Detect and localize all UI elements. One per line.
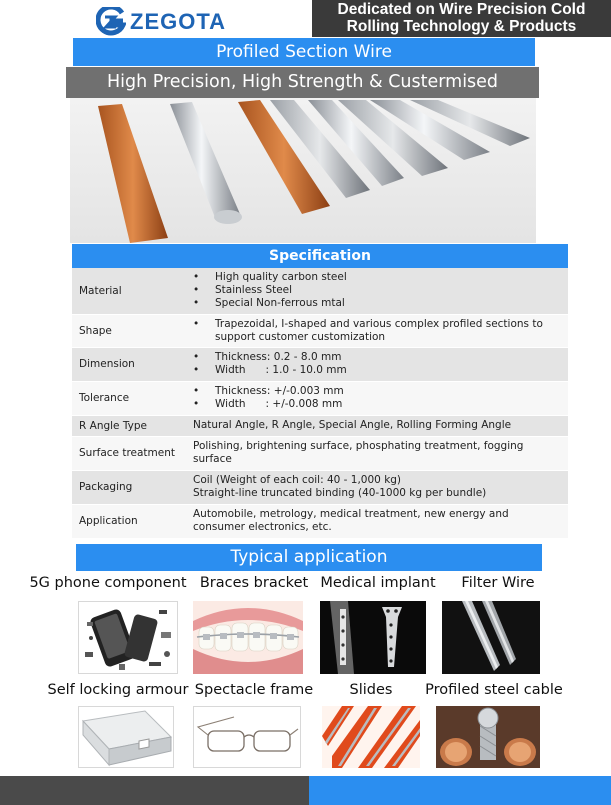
spec-dimension-item: • Thickness: 0.2 - 8.0 mm (193, 351, 562, 364)
profiled-wire-bars-illustration (70, 98, 536, 243)
image-medical-implant (320, 601, 426, 674)
spec-row-material (72, 268, 568, 314)
page-subtitle: High Precision, High Strength & Custermised (66, 67, 539, 98)
specification-table (72, 268, 568, 539)
image-profiled-steel-cable (436, 706, 540, 768)
spec-dimension-item: • Width : 1.0 - 10.0 mm (193, 364, 562, 377)
spec-row-surface (72, 436, 568, 470)
spec-r-angle-value: Natural Angle, R Angle, Special Angle, Rolling Forming Angle (184, 415, 568, 436)
spec-label: R Angle Type (72, 415, 184, 436)
spec-row-shape (72, 314, 568, 347)
spec-label: Tolerance (72, 381, 184, 415)
spec-row-application (72, 504, 568, 538)
spec-material-item: • Special Non-ferrous mtal (193, 297, 562, 310)
spec-row-r-angle (72, 415, 568, 436)
image-spectacle-frame (193, 706, 301, 768)
hero-image-profiled-wires (70, 98, 536, 243)
image-slides (322, 706, 420, 768)
tagline-banner (312, 0, 611, 37)
spec-packaging-line: Straight-line truncated binding (40-1000 kg per bundle) (193, 487, 487, 499)
spec-tolerance-item: • Thickness: +/-0.003 mm (193, 385, 562, 398)
typical-application-heading: Typical application (76, 544, 542, 571)
spec-material-item: • Stainless Steel (193, 284, 562, 297)
logo-text: ZEGOTA (130, 9, 227, 34)
spec-tolerance-item: • Width : +/-0.008 mm (193, 398, 562, 411)
footer-bar-dark (0, 776, 309, 805)
tagline-line-2: Rolling Technology & Products (346, 18, 577, 35)
caption-braces-bracket: Braces bracket (199, 575, 309, 591)
company-logo (96, 6, 226, 38)
page-title: Profiled Section Wire (73, 38, 535, 66)
spec-material-item: • High quality carbon steel (193, 271, 562, 284)
caption-profiled-steel-cable: Profiled steel cable (425, 682, 563, 698)
spec-application-value: Automobile, metrology, medical treatment, new energy and consumer electronics, etc. (184, 504, 568, 538)
spec-label: Application (72, 504, 184, 538)
spec-surface-value: Polishing, brightening surface, phosphating treatment, fogging surface (184, 436, 568, 470)
spec-row-packaging (72, 470, 568, 504)
zegota-logo-icon (96, 7, 126, 37)
caption-spectacle-frame: Spectacle frame (194, 682, 314, 698)
caption-5g-phone-component: 5G phone component (29, 575, 187, 591)
caption-slides: Slides (349, 682, 393, 698)
spec-label: Packaging (72, 470, 184, 504)
spec-row-dimension (72, 347, 568, 381)
image-braces-bracket (193, 601, 303, 674)
spec-label: Surface treatment (72, 436, 184, 470)
spec-label: Material (72, 268, 184, 314)
image-self-locking-armour (78, 706, 174, 768)
caption-filter-wire: Filter Wire (461, 575, 535, 591)
image-5g-phone-components (78, 601, 178, 674)
image-filter-wire (442, 601, 540, 674)
spec-label: Dimension (72, 347, 184, 381)
tagline-line-1: Dedicated on Wire Precision Cold (337, 1, 586, 18)
footer-bar-blue (309, 776, 611, 805)
spec-label: Shape (72, 314, 184, 347)
caption-medical-implant: Medical implant (320, 575, 436, 591)
spec-row-tolerance (72, 381, 568, 415)
specification-heading: Specification (72, 244, 568, 268)
spec-packaging-line: Coil (Weight of each coil: 40 - 1,000 kg) (193, 474, 402, 486)
spec-shape-item: • Trapezoidal, I-shaped and various complex profiled sections to support customer customization (193, 318, 562, 344)
caption-self-locking-armour: Self locking armour (47, 682, 189, 698)
